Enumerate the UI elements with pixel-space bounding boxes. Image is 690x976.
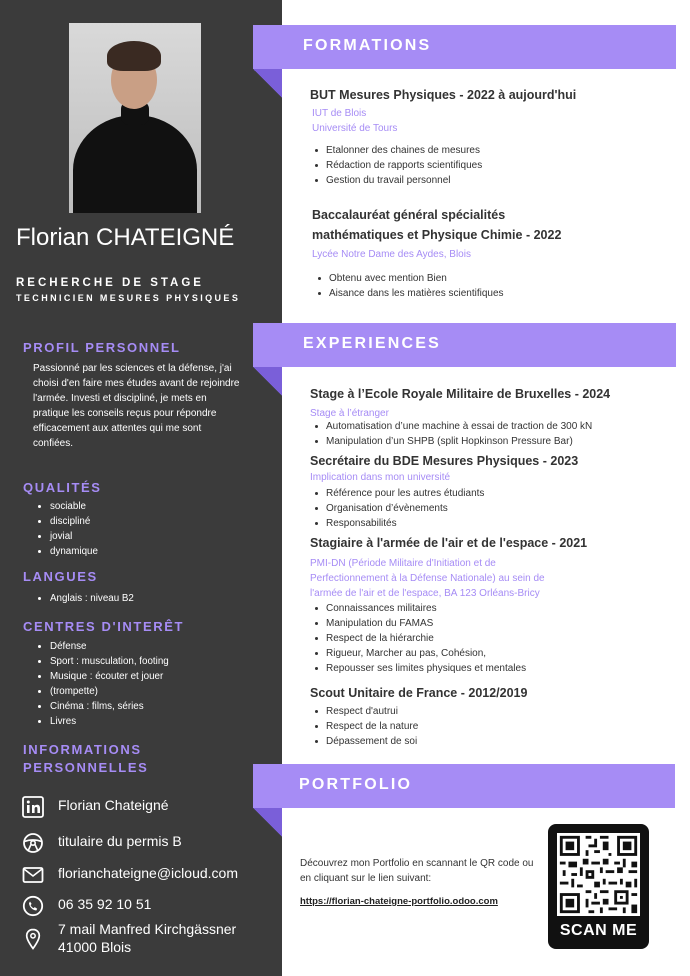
phone-text: 06 35 92 10 51 bbox=[58, 896, 152, 912]
experience-1-title: Stage à l’Ecole Royale Militaire de Bruxelles - 2024 bbox=[310, 387, 611, 401]
formations-banner bbox=[253, 25, 676, 69]
formation-2-sub-1: Lycée Notre Dame des Aydes, Blois bbox=[312, 249, 471, 260]
formation-1-sub-2: Université de Tours bbox=[312, 123, 398, 134]
langues-list bbox=[36, 591, 134, 606]
experience-2-list bbox=[312, 486, 484, 531]
list-item: Manipulation d’un SHPB (split Hopkinson Pressure Bar) bbox=[312, 434, 592, 449]
list-item: sociable bbox=[36, 499, 98, 514]
linkedin-icon bbox=[22, 796, 44, 818]
contact-permis bbox=[22, 832, 182, 854]
list-item: Défense bbox=[36, 639, 169, 654]
email-text: florianchateigne@icloud.com bbox=[58, 865, 238, 881]
list-item-continued: (trompette) bbox=[36, 684, 169, 699]
list-item: Repousser ses limites physiques et mentales bbox=[312, 661, 526, 676]
linkedin-name: Florian Chateigné bbox=[58, 797, 169, 813]
formation-1-list bbox=[312, 143, 482, 188]
list-item: Musique : écouter et jouer bbox=[36, 669, 169, 684]
experiences-title: EXPERIENCES bbox=[303, 335, 442, 352]
scan-me-label: SCAN ME bbox=[559, 922, 638, 939]
list-item: Gestion du travail personnel bbox=[312, 173, 482, 188]
formation-2-title-2: mathématiques et Physique Chimie - 2022 bbox=[312, 228, 562, 242]
address-line-1: 7 mail Manfred Kirchgässner bbox=[58, 921, 237, 937]
portfolio-title: PORTFOLIO bbox=[299, 776, 413, 793]
list-item: Cinéma : films, séries bbox=[36, 699, 169, 714]
contact-address bbox=[22, 920, 236, 956]
infos-title-2: PERSONNELLES bbox=[23, 760, 149, 775]
experience-4-list bbox=[312, 704, 418, 749]
list-item: Automatisation d’une machine à essai de traction de 300 kN bbox=[312, 419, 592, 434]
experience-3-title: Stagiaire à l'armée de l'air et de l'espace - 2021 bbox=[310, 536, 588, 550]
profil-title: PROFIL PERSONNEL bbox=[23, 340, 181, 355]
qr-code[interactable] bbox=[548, 824, 649, 949]
formations-title: FORMATIONS bbox=[303, 37, 432, 54]
list-item: Respect de la hiérarchie bbox=[312, 631, 526, 646]
formation-2-title-1: Baccalauréat général spécialités bbox=[312, 208, 506, 222]
list-item: Respect de la nature bbox=[312, 719, 418, 734]
list-item: Etalonner des chaines de mesures bbox=[312, 143, 482, 158]
formation-1-title: BUT Mesures Physiques - 2022 à aujourd'hui bbox=[310, 88, 577, 102]
experience-3-sub-2: Perfectionnement à la Défense Nationale) au sein de bbox=[310, 573, 545, 584]
contact-linkedin[interactable] bbox=[22, 796, 169, 818]
portfolio-link[interactable]: https://florian-chateigne-portfolio.odoo.com bbox=[300, 896, 498, 907]
formation-1-sub-1: IUT de Blois bbox=[312, 108, 367, 119]
contact-phone[interactable] bbox=[22, 895, 151, 917]
mail-icon bbox=[22, 864, 44, 886]
banner-fold bbox=[253, 808, 282, 837]
list-item: Dépassement de soi bbox=[312, 734, 418, 749]
experience-3-sub-3: l'armée de l'air et de l'espace, BA 123 Orléans-Bricy bbox=[310, 588, 540, 599]
list-item: Sport : musculation, footing bbox=[36, 654, 169, 669]
location-pin-icon bbox=[22, 928, 44, 950]
address-line-2: 41000 Blois bbox=[58, 939, 132, 955]
experience-4-title: Scout Unitaire de France - 2012/2019 bbox=[310, 686, 528, 700]
list-item: Aisance dans les matières scientifiques bbox=[315, 286, 504, 301]
qr-code-image bbox=[557, 833, 640, 916]
experience-2-sub-1: Implication dans mon université bbox=[310, 472, 451, 483]
list-item: Rédaction de rapports scientifiques bbox=[312, 158, 482, 173]
formation-2-list bbox=[315, 271, 504, 301]
person-name: Florian CHATEIGNÉ bbox=[16, 224, 235, 251]
contact-email[interactable] bbox=[22, 864, 238, 886]
list-item: Livres bbox=[36, 714, 169, 729]
list-item: Responsabilités bbox=[312, 516, 484, 531]
experience-1-sub-1: Stage à l’étranger bbox=[310, 408, 389, 419]
banner-fold bbox=[253, 367, 282, 396]
portfolio-banner bbox=[253, 764, 675, 808]
experience-1-list bbox=[312, 419, 592, 449]
list-item: Manipulation du FAMAS bbox=[312, 616, 526, 631]
steering-wheel-icon bbox=[22, 832, 44, 854]
list-item: Anglais : niveau B2 bbox=[36, 591, 134, 606]
experience-2-title: Secrétaire du BDE Mesures Physiques - 2023 bbox=[310, 454, 579, 468]
experience-3-sub-1: PMI-DN (Période Militaire d'Initiation et de bbox=[310, 558, 496, 569]
portfolio-text: Découvrez mon Portfolio en scannant le QR code ou en cliquant sur le lien suivant: bbox=[300, 858, 534, 884]
job-line-2: TECHNICIEN MESURES PHYSIQUES bbox=[16, 293, 241, 303]
langues-title: LANGUES bbox=[23, 569, 98, 584]
sidebar bbox=[0, 0, 282, 976]
list-item: dynamique bbox=[36, 544, 98, 559]
interets-list bbox=[36, 639, 169, 729]
experience-3-list bbox=[312, 601, 526, 676]
permis-text: titulaire du permis B bbox=[58, 833, 182, 849]
job-line-1: RECHERCHE DE STAGE bbox=[16, 277, 204, 289]
interets-title: CENTRES D'INTERÊT bbox=[23, 619, 185, 634]
list-item: discipliné bbox=[36, 514, 98, 529]
list-item: Référence pour les autres étudiants bbox=[312, 486, 484, 501]
list-item: Respect d'autrui bbox=[312, 704, 418, 719]
profil-text: Passionné par les sciences et la défense, j'ai choisi d'en faire mes études avant de rejoindre l'armée. Investi et discipliné, je mets en pratique les conseils reçus pour répondre efficacement aux attentes qui me sont confiées. bbox=[33, 363, 240, 449]
qualites-title: QUALITÉS bbox=[23, 480, 102, 495]
phone-icon bbox=[22, 895, 44, 917]
qualites-list bbox=[36, 499, 98, 559]
list-item: jovial bbox=[36, 529, 98, 544]
list-item: Obtenu avec mention Bien bbox=[315, 271, 504, 286]
list-item: Connaissances militaires bbox=[312, 601, 526, 616]
banner-fold bbox=[253, 69, 282, 98]
experiences-banner bbox=[253, 323, 676, 367]
list-item: Organisation d’évènements bbox=[312, 501, 484, 516]
profile-photo bbox=[69, 23, 201, 213]
list-item: Rigueur, Marcher au pas, Cohésion, bbox=[312, 646, 526, 661]
infos-title-1: INFORMATIONS bbox=[23, 742, 142, 757]
